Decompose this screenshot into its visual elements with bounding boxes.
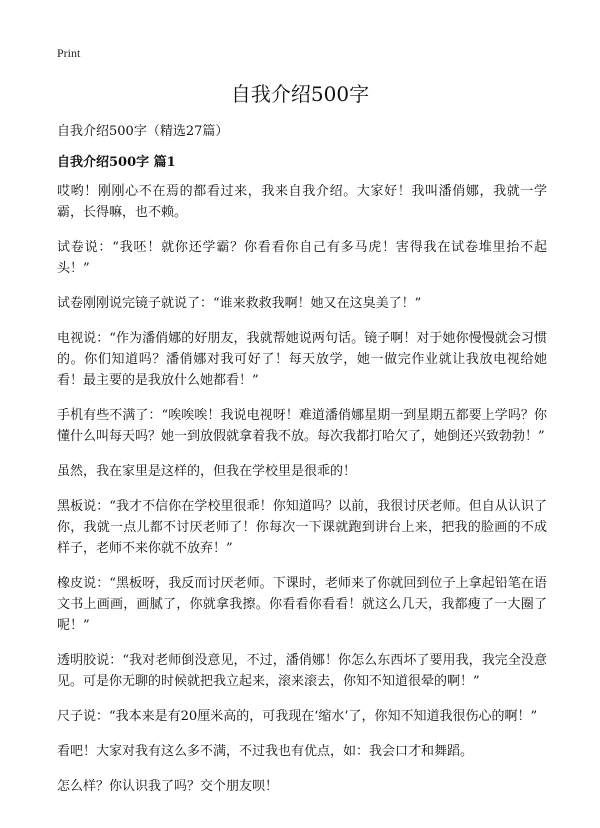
paragraph: 看吧！大家对我有这么多不满，不过我也有优点，如：我会口才和舞蹈。 bbox=[57, 744, 474, 759]
paragraph: 黑板说：“我才不信你在学校里很乖！你知道吗？以前，我很讨厌老师。但自从认识了你，我就一点儿都不讨厌老师了！你每次一下课就跑到讲台上来，把我的脸画的不成样子，老师不来你就不放弃！” bbox=[57, 499, 547, 556]
paragraph: 怎么样？你认识我了吗？交个朋友呗！ bbox=[57, 779, 279, 794]
article-body bbox=[57, 181, 547, 811]
paragraph: 试卷刚刚说完镜子就说了：“谁来救救我啊！她又在这臭美了！” bbox=[57, 296, 422, 311]
paragraph: 试卷说：“我呸！就你还学霸？你看看你自己有多马虎！害得我在试卷堆里抬不起头！” bbox=[57, 240, 547, 276]
document-subtitle: 自我介绍500字（精选27篇） bbox=[57, 124, 229, 139]
paragraph: 橡皮说：“黑板呀，我反而讨厌老师。下课时，老师来了你就回到位子上拿起铅笔在语文书上画画，画腻了，你就拿我擦。你看看你看看！就这么几天，我都瘦了一大圈了呢！” bbox=[57, 576, 547, 633]
section-heading: 自我介绍500字 篇1 bbox=[57, 155, 176, 170]
paragraph: 手机有些不满了：“唉唉唉！我说电视呀！难道潘俏娜星期一到星期五都要上学吗？你懂什么叫每天吗？她一到放假就拿着我不放。每次我都打哈欠了，她倒还兴致勃勃！” bbox=[57, 408, 547, 444]
paragraph: 透明胶说：“我对老师倒没意见，不过，潘俏娜！你怎么东西坏了要用我，我完全没意见。可是你无聊的时候就把我立起来，滚来滚去，你知不知道很晕的啊！” bbox=[57, 653, 547, 689]
paragraph: 尺子说：“我本来是有20厘米高的，可我现在‘缩水’了，你知不知道我很伤心的啊！” bbox=[57, 709, 538, 724]
paragraph: 虽然，我在家里是这样的，但我在学校里是很乖的！ bbox=[57, 464, 357, 479]
page-title: 自我介绍500字 bbox=[230, 82, 370, 106]
paragraph: 电视说：“作为潘俏娜的好朋友，我就帮她说两句话。镜子啊！对于她你慢慢就会习惯的。你们知道吗？潘俏娜对我可好了！每天放学，她一做完作业就让我放电视给她看！最主要的是我放什么她都看！” bbox=[57, 331, 547, 388]
print-link[interactable]: Print bbox=[57, 46, 81, 60]
paragraph: 哎哟！刚刚心不在焉的都看过来，我来自我介绍。大家好！我叫潘俏娜，我就一学霸，长得嘛，也不赖。 bbox=[57, 184, 547, 220]
